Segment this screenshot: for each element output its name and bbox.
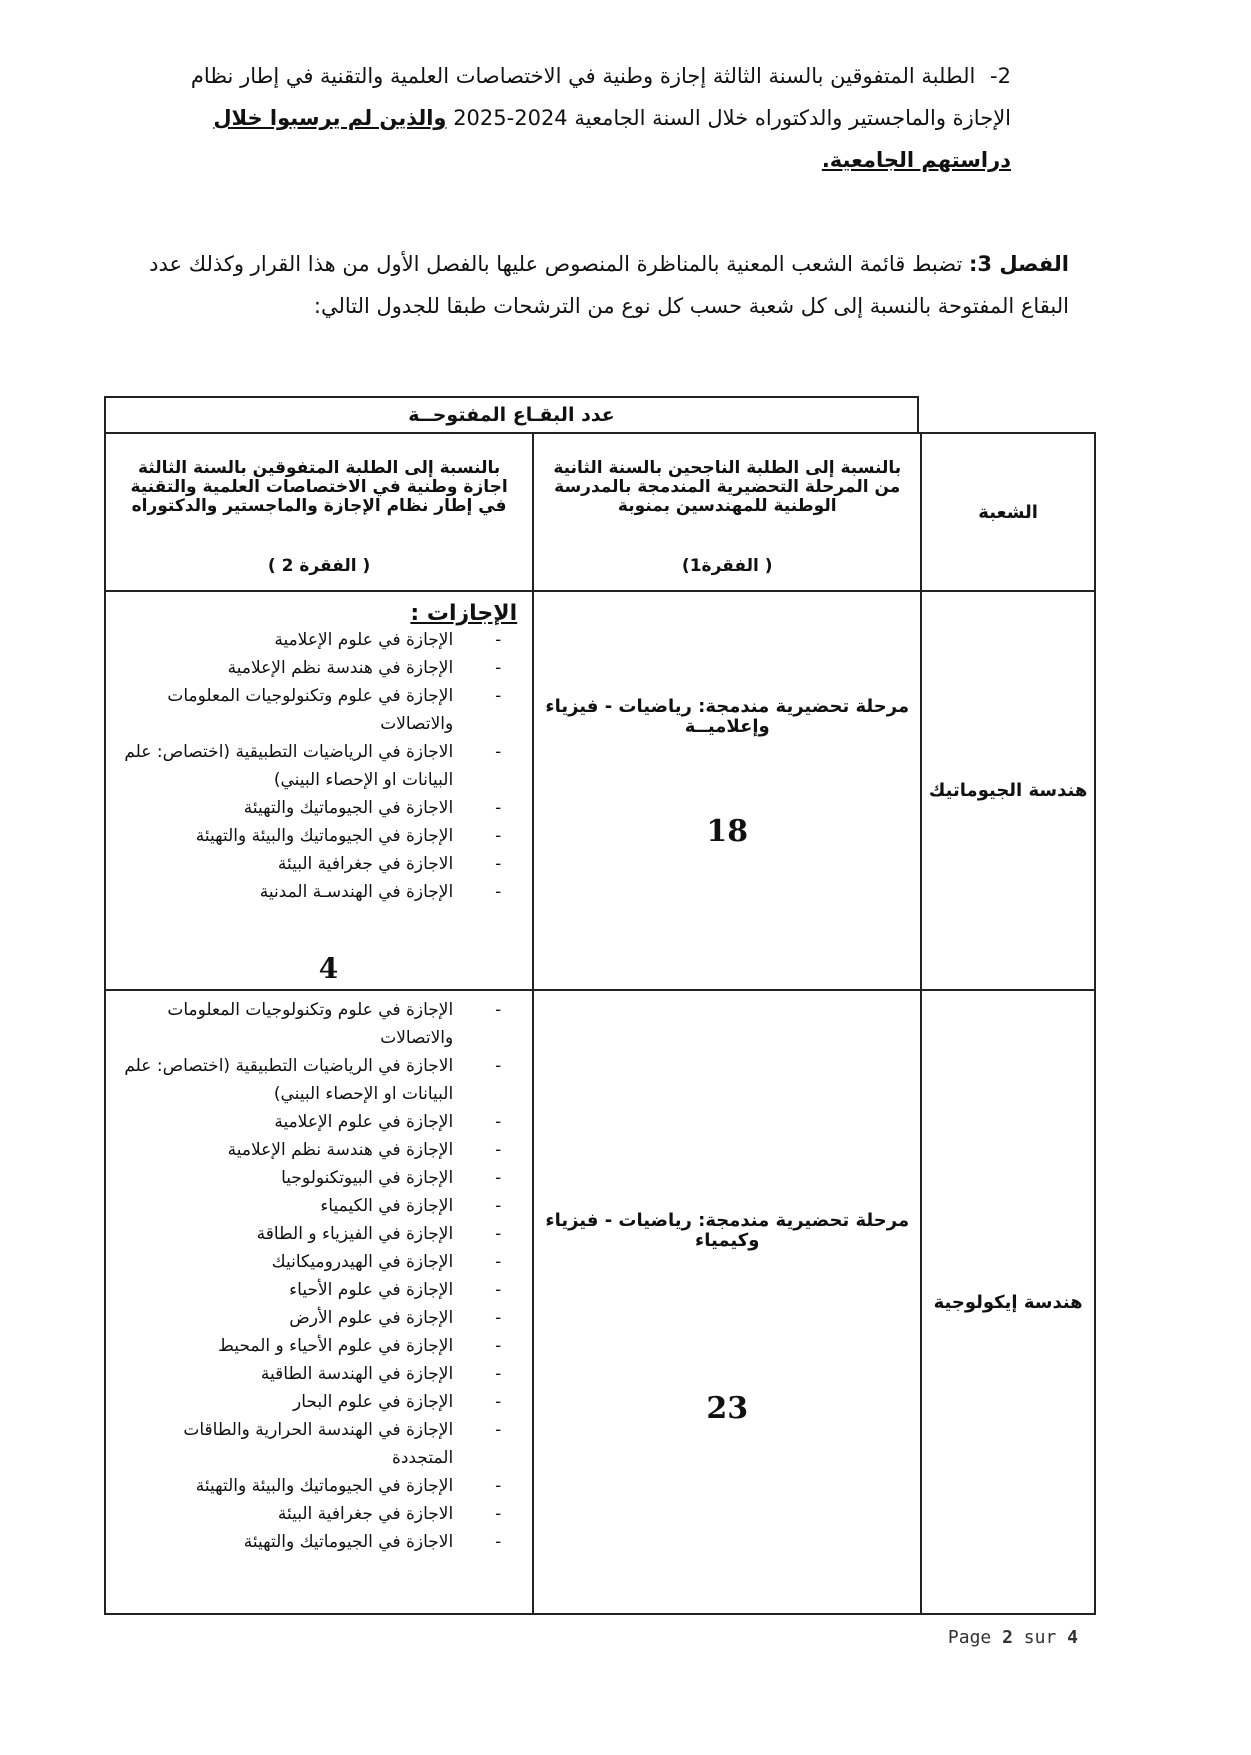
list-item: - الاجازة في الجيوماتيك والتهيئة [243,1532,502,1552]
list-item: - الإجازة في الهندسة الطاقية [260,1364,502,1384]
header-p1-ref: ( الفقرة1) [681,556,773,576]
header-p1-text: بالنسبة إلى الطلبة الناجحين بالسنة الثانية من المرحلة التحضيرية المندمجة بالمدرسة الوطنية للمهندسين بمنوبة [553,458,902,516]
item-text: الطلبة المتفوقين بالسنة الثالثة إجازة وطنية في الاختصاصات العلمية والتقنية في إطار نظام الإجازة والماجستير والدكتوراه خلال السنة الجامعية 2024-2025 [190,64,1011,130]
header-p2-text: بالنسبة إلى الطلبة المتفوقين بالسنة الثالثة اجازة وطنية في الاختصاصات العلمية والتقنية في إطار نظام الإجازة والماجستير والدكتوراه [130,458,508,516]
list-item: - الإجازة في الفيزياء و الطاقة [256,1224,502,1244]
page-word: Page [947,1627,992,1648]
table-header-row [105,433,1095,591]
p1-cell [533,990,921,1614]
list-item: - الإجازة في علوم البحار [292,1392,502,1412]
list-item: - الإجازة في الهندسة الحرارية والطاقات المتجددة [183,1420,502,1468]
list-item: - الإجازة في هندسة نظم الإعلامية [227,658,502,678]
list-item: - الإجازة في علوم وتكنولوجيات المعلومات والاتصالات [167,1000,502,1048]
p1-count: 23 [706,1391,749,1426]
table-row [105,591,1095,990]
list-item: - الاجازة في جغرافية البيئة [277,1504,502,1524]
article-3-paragraph [109,243,1069,327]
header-p2-ref: ( الفقرة 2 ) [267,556,371,576]
licence-list [107,626,531,906]
list-item: - الإجازة في علوم الأحياء [289,1280,502,1300]
page-current: 2 [1002,1627,1013,1648]
list-item: - الاجازة في الرياضيات التطبيقية (اختصاص: علم البيانات او الإحصاء البيني) [124,1056,502,1104]
list-item: - الإجازة في علوم الأحياء و المحيط [218,1336,502,1356]
p2-count: 4 [318,952,339,985]
page-total: 4 [1067,1627,1078,1648]
header-paragraph-1 [533,433,921,591]
list-item: - الإجازة في علوم وتكنولوجيات المعلومات والاتصالات [167,686,502,734]
stage-text: مرحلة تحضيرية مندمجة: رياضيات - فيزياء وكيمياء [545,1210,910,1251]
page-footer [948,1627,1078,1648]
article-3-label: الفصل 3: [969,252,1069,276]
branch-cell: هندسة الجيوماتيك [921,591,1095,990]
list-item: - الإجازة في الكيمياء [320,1196,502,1216]
list-item: - الاجازة في جغرافية البيئة [277,854,502,874]
p2-cell [105,990,533,1614]
seats-table [104,432,1096,1615]
p1-cell [533,591,921,990]
list-item: - الإجازة في علوم الأرض [289,1308,502,1328]
item-number: 2- [990,64,1011,88]
p1-count: 18 [706,814,749,849]
header-branch: الشعبة [921,433,1095,591]
p2-cell [105,591,533,990]
list-item: - الإجازة في علوم الإعلامية [274,630,502,650]
intro-paragraph [131,55,1011,181]
list-item: - الإجازة في الهندسـة المدنية [259,882,502,902]
list-item: - الإجازة في علوم الإعلامية [274,1112,502,1132]
open-seats-header-table [104,396,919,434]
licence-list [107,992,531,1556]
list-item: - الإجازة في الجيوماتيك والبيئة والتهيئة [195,1476,502,1496]
stage-text: مرحلة تحضيرية مندمجة: رياضيات - فيزياء وإعلاميــة [545,696,910,737]
article-3-text: تضبط قائمة الشعب المعنية بالمناظرة المنصوص عليها بالفصل الأول من هذا القرار وكذلك عدد البقاع المفتوحة بالنسبة إلى كل شعبة حسب كل نوع من الترشحات طبقا للجدول التالي: [149,252,1069,318]
item-emphasis: والذين لم يرسبوا خلال دراستهم الجامعية. [213,106,1011,172]
list-item: - الإجازة في الجيوماتيك والبيئة والتهيئة [195,826,502,846]
licences-title: الإجازات : [410,601,518,626]
sur-word: sur [1023,1627,1057,1648]
open-seats-header: عدد البقـاع المفتوحــة [105,397,918,433]
header-paragraph-2 [105,433,533,591]
list-item: - الإجازة في الهيدروميكانيك [271,1252,502,1272]
list-item: - الاجازة في الجيوماتيك والتهيئة [243,798,502,818]
list-item: - الإجازة في البيوتكنولوجيا [281,1168,502,1188]
table-row [105,990,1095,1614]
list-item: - الإجازة في هندسة نظم الإعلامية [227,1140,502,1160]
list-item: - الاجازة في الرياضيات التطبيقية (اختصاص: علم البيانات او الإحصاء البيني) [124,742,502,790]
branch-cell: هندسة إيكولوجية [921,990,1095,1614]
